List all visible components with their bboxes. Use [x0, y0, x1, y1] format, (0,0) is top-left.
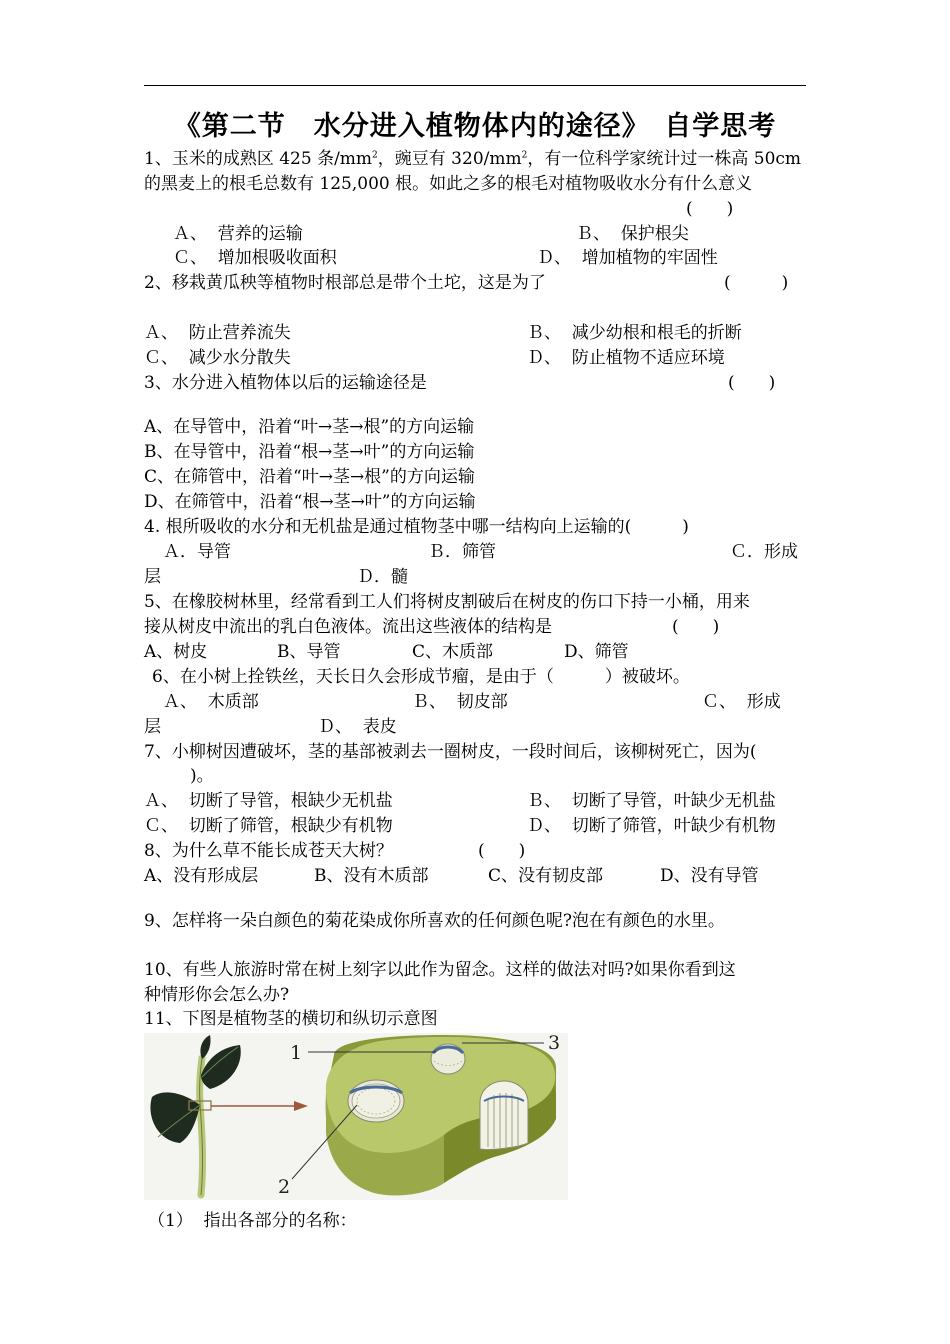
q6-option-a: Ａ、 木质部	[163, 692, 259, 712]
q7-line1: 7、小柳树因遭破坏，茎的基部被剥去一圈树皮，一段时间后，该柳树死亡，因为(	[144, 742, 757, 762]
q8-option-b: B、没有木质部	[314, 866, 429, 886]
q5-option-a: A、树皮	[144, 642, 208, 662]
q4-option-a: Ａ．导管	[163, 542, 231, 562]
q5-line1: 5、在橡胶树林里，经常看到工人们将树皮割破后在树皮的伤口下持一小桶，用来	[144, 592, 750, 612]
q4-option-c: Ｃ．形成	[730, 542, 798, 562]
q3-stem: 3、水分进入植物体以后的运输途径是	[144, 373, 427, 393]
q6-stem: 6、在小树上拴铁丝，天长日久会形成节瘤，是由于（ ）被破坏。	[152, 667, 690, 687]
q4-option-c-wrap: 层	[144, 567, 161, 587]
q4-option-d: Ｄ．髓	[357, 567, 408, 587]
q1-option-a: Ａ、 营养的运输	[173, 224, 303, 244]
q1-line1: 1、玉米的成熟区 425 条$/mm^2$，豌豆有 $320/mm^2$，有一位科学家统计过一株高 50cm	[144, 149, 802, 169]
q1-answer-bracket: ( )	[686, 199, 734, 219]
q8-option-c: C、没有韧皮部	[488, 866, 604, 886]
q1-option-b: Ｂ、 保护根尖	[576, 224, 689, 244]
q5-option-b: B、导管	[277, 642, 341, 662]
q4-option-b: Ｂ．筛管	[428, 542, 496, 562]
q3-option-b: B、在导管中，沿着“根→茎→叶”的方向运输	[144, 442, 475, 462]
q7-option-d: Ｄ、 切断了筛管，叶缺少有机物	[527, 816, 776, 836]
q5-option-d: D、筛管	[564, 642, 629, 662]
q8-stem: 8、为什么草不能长成苍天大树？	[144, 841, 393, 861]
q3-answer-bracket: ( )	[728, 373, 776, 393]
page-title: 《第二节 水分进入植物体内的途径》 自学思考	[173, 111, 777, 142]
q5-line2: 接从树皮中流出的乳白色液体。流出这些液体的结构是	[144, 617, 552, 637]
q9-text: 9、怎样将一朵白颜色的菊花染成你所喜欢的任何颜色呢?泡在有颜色的水里。	[144, 911, 725, 931]
q6-option-b: Ｂ、 韧皮部	[412, 692, 508, 712]
q4-stem: 4. 根所吸收的水分和无机盐是通过植物茎中哪一结构向上运输的( )	[144, 517, 689, 537]
q1-line2: 的黑麦上的根毛总数有 125,000 根。如此之多的根毛对植物吸收水分有什么意义	[144, 174, 753, 194]
q8-option-d: D、没有导管	[660, 866, 759, 886]
q2-option-b: Ｂ、 减少幼根和根毛的折断	[527, 323, 742, 343]
q3-option-a: A、在导管中，沿着“叶→茎→根”的方向运输	[144, 417, 475, 437]
q11-sub1: （1） 指出各部分的名称：	[148, 1211, 357, 1231]
stem-cross-section-figure	[144, 1033, 568, 1200]
q3-option-d: D、在筛管中，沿着“根→茎→叶”的方向运输	[144, 492, 476, 512]
q7-option-a: Ａ、 切断了导管，根缺少无机盐	[144, 791, 393, 811]
q2-option-a: Ａ、 防止营养流失	[144, 323, 291, 343]
figure-label-2: 2	[278, 1176, 291, 1198]
q2-option-d: Ｄ、 防止植物不适应环境	[527, 348, 725, 368]
q11-stem: 11、下图是植物茎的横切和纵切示意图	[144, 1009, 438, 1029]
q2-answer-bracket: ( )	[724, 273, 789, 293]
q1-option-c: Ｃ、 增加根吸收面积	[173, 248, 337, 268]
q5-option-c: C、木质部	[412, 642, 494, 662]
q7-line2: )。	[190, 766, 214, 786]
q6-option-c: Ｃ、 形成	[702, 692, 781, 712]
q2-option-c: Ｃ、 减少水分散失	[144, 348, 291, 368]
q7-option-b: Ｂ、 切断了导管，叶缺少无机盐	[527, 791, 776, 811]
q2-stem: 2、移栽黄瓜秧等植物时根部总是带个土坨，这是为了	[144, 273, 546, 293]
q8-answer-bracket: ( )	[478, 841, 526, 861]
longitudinal-cut	[480, 1081, 528, 1150]
q1-option-d: Ｄ、 增加植物的牢固性	[537, 248, 718, 268]
header-rule	[144, 85, 806, 86]
q6-option-d: Ｄ、 表皮	[318, 717, 397, 737]
q8-option-a: A、没有形成层	[144, 866, 259, 886]
q3-option-c: C、在筛管中，沿着“叶→茎→根”的方向运输	[144, 467, 475, 487]
q6-option-c-wrap: 层	[144, 717, 161, 737]
figure-label-1: 1	[290, 1042, 303, 1064]
q10-line2: 种情形你会怎么办?	[144, 985, 290, 1005]
q5-answer-bracket: ( )	[672, 617, 720, 637]
figure-label-3: 3	[548, 1033, 561, 1054]
q7-option-c: Ｃ、 切断了筛管，根缺少有机物	[144, 816, 393, 836]
q10-line1: 10、有些人旅游时常在树上刻字以此作为留念。这样的做法对吗?如果你看到这	[144, 960, 736, 980]
